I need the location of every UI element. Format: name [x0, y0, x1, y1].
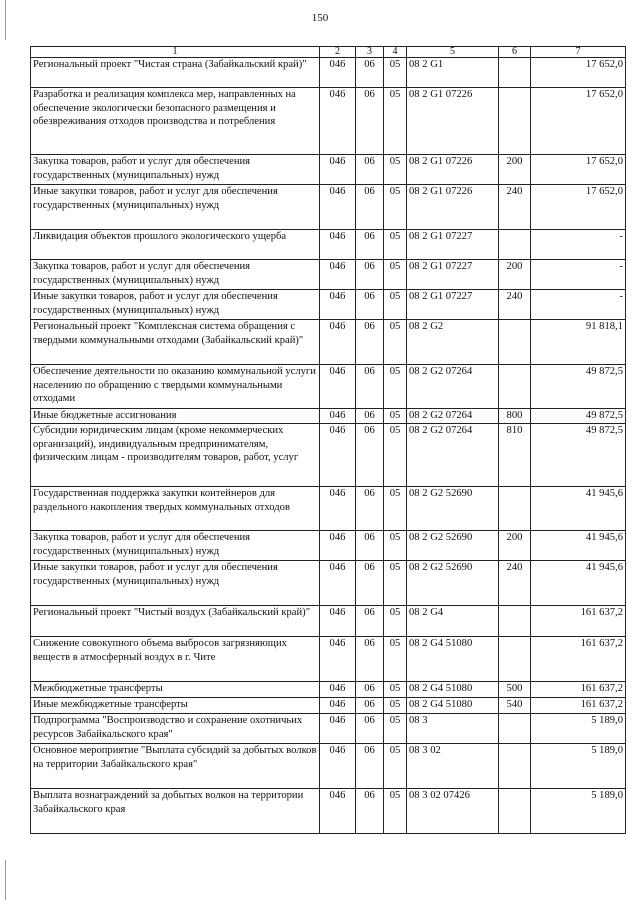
- subsection-cell: 05: [384, 290, 407, 320]
- amount-cell: 17 652,0: [531, 155, 626, 185]
- row-name-cell: Межбюджетные трансферты: [31, 682, 320, 698]
- amount-cell: 49 872,5: [531, 409, 626, 424]
- admin-code-cell: 046: [320, 290, 356, 320]
- amount-cell: 5 189,0: [531, 714, 626, 744]
- admin-code-cell: 046: [320, 320, 356, 365]
- amount-cell: 17 652,0: [531, 58, 626, 88]
- admin-code-cell: 046: [320, 789, 356, 834]
- row-name-cell: Региональный проект "Комплексная система обращения с твердыми коммунальными отходами (Забайкальский край)": [31, 320, 320, 365]
- section-cell: 06: [356, 365, 384, 409]
- subsection-cell: 05: [384, 789, 407, 834]
- table-row: [31, 561, 626, 606]
- admin-code-cell: 046: [320, 424, 356, 487]
- section-cell: 06: [356, 185, 384, 230]
- subsection-cell: 05: [384, 185, 407, 230]
- section-cell: 06: [356, 260, 384, 290]
- target-item-cell: 08 2 G4 51080: [407, 682, 499, 698]
- subsection-cell: 05: [384, 744, 407, 789]
- column-header: 4: [384, 47, 407, 58]
- section-cell: 06: [356, 320, 384, 365]
- table-row: [31, 185, 626, 230]
- table-row: [31, 714, 626, 744]
- target-item-cell: 08 3: [407, 714, 499, 744]
- subsection-cell: 05: [384, 531, 407, 561]
- subsection-cell: 05: [384, 230, 407, 260]
- admin-code-cell: 046: [320, 606, 356, 637]
- column-header: 6: [499, 47, 531, 58]
- expense-type-cell: [499, 789, 531, 834]
- expense-type-cell: 240: [499, 561, 531, 606]
- subsection-cell: 05: [384, 365, 407, 409]
- target-item-cell: 08 2 G1 07226: [407, 155, 499, 185]
- admin-code-cell: 046: [320, 531, 356, 561]
- row-name-cell: Закупка товаров, работ и услуг для обеспечения государственных (муниципальных) нужд: [31, 155, 320, 185]
- row-name-cell: Обеспечение деятельности по оказанию коммунальной услуги населению по обращению с твердыми коммунальными отходами: [31, 365, 320, 409]
- subsection-cell: 05: [384, 698, 407, 714]
- section-cell: 06: [356, 714, 384, 744]
- table-row: [31, 789, 626, 834]
- target-item-cell: 08 2 G1 07227: [407, 260, 499, 290]
- table-row: [31, 531, 626, 561]
- subsection-cell: 05: [384, 58, 407, 88]
- amount-cell: 41 945,6: [531, 531, 626, 561]
- admin-code-cell: 046: [320, 365, 356, 409]
- page-number: 150: [311, 12, 329, 24]
- table-row: [31, 409, 626, 424]
- column-header: 7: [531, 47, 626, 58]
- expense-type-cell: [499, 744, 531, 789]
- admin-code-cell: 046: [320, 487, 356, 531]
- section-cell: 06: [356, 409, 384, 424]
- table-row: [31, 320, 626, 365]
- admin-code-cell: 046: [320, 185, 356, 230]
- target-item-cell: 08 2 G2 52690: [407, 531, 499, 561]
- expense-type-cell: 200: [499, 531, 531, 561]
- table-row: [31, 58, 626, 88]
- row-name-cell: Региональный проект "Чистая страна (Забайкальский край)": [31, 58, 320, 88]
- scan-edge-mark: [5, 860, 6, 900]
- subsection-cell: 05: [384, 320, 407, 365]
- admin-code-cell: 046: [320, 155, 356, 185]
- row-name-cell: Иные межбюджетные трансферты: [31, 698, 320, 714]
- expense-type-cell: [499, 606, 531, 637]
- section-cell: 06: [356, 561, 384, 606]
- target-item-cell: 08 2 G4 51080: [407, 637, 499, 682]
- target-item-cell: 08 2 G4 51080: [407, 698, 499, 714]
- amount-cell: -: [531, 260, 626, 290]
- expense-type-cell: [499, 487, 531, 531]
- expense-type-cell: [499, 58, 531, 88]
- amount-cell: 49 872,5: [531, 365, 626, 409]
- row-name-cell: Разработка и реализация комплекса мер, направленных на обеспечение экологически безопасного размещения и обезвреживания отходов производства и потребления: [31, 88, 320, 155]
- amount-cell: 161 637,2: [531, 606, 626, 637]
- row-name-cell: Выплата вознаграждений за добытых волков на территории Забайкальского края: [31, 789, 320, 834]
- table-row: [31, 260, 626, 290]
- target-item-cell: 08 2 G1: [407, 58, 499, 88]
- admin-code-cell: 046: [320, 88, 356, 155]
- admin-code-cell: 046: [320, 714, 356, 744]
- amount-cell: 161 637,2: [531, 682, 626, 698]
- section-cell: 06: [356, 58, 384, 88]
- table-row: [31, 424, 626, 487]
- table-row: [31, 744, 626, 789]
- table-row: [31, 487, 626, 531]
- section-cell: 06: [356, 290, 384, 320]
- table-row: [31, 88, 626, 155]
- column-header: 1: [31, 47, 320, 58]
- expense-type-cell: 200: [499, 155, 531, 185]
- amount-cell: 161 637,2: [531, 637, 626, 682]
- section-cell: 06: [356, 230, 384, 260]
- column-header: 5: [407, 47, 499, 58]
- subsection-cell: 05: [384, 606, 407, 637]
- row-name-cell: Государственная поддержка закупки контейнеров для раздельного накопления твердых коммунальных отходов: [31, 487, 320, 531]
- section-cell: 06: [356, 531, 384, 561]
- subsection-cell: 05: [384, 409, 407, 424]
- amount-cell: 161 637,2: [531, 698, 626, 714]
- row-name-cell: Подпрограмма "Воспроизводство и сохранение охотничьих ресурсов Забайкальского края": [31, 714, 320, 744]
- table-row: [31, 698, 626, 714]
- target-item-cell: 08 2 G2 52690: [407, 487, 499, 531]
- expense-type-cell: 240: [499, 290, 531, 320]
- expense-type-cell: [499, 88, 531, 155]
- row-name-cell: Иные закупки товаров, работ и услуг для обеспечения государственных (муниципальных) нужд: [31, 185, 320, 230]
- expense-type-cell: [499, 714, 531, 744]
- expense-type-cell: [499, 365, 531, 409]
- row-name-cell: Закупка товаров, работ и услуг для обеспечения государственных (муниципальных) нужд: [31, 531, 320, 561]
- amount-cell: 91 818,1: [531, 320, 626, 365]
- section-cell: 06: [356, 606, 384, 637]
- admin-code-cell: 046: [320, 698, 356, 714]
- target-item-cell: 08 2 G2 07264: [407, 409, 499, 424]
- expense-type-cell: [499, 230, 531, 260]
- expense-type-cell: 500: [499, 682, 531, 698]
- subsection-cell: 05: [384, 561, 407, 606]
- target-item-cell: 08 2 G2 07264: [407, 365, 499, 409]
- table-row: [31, 637, 626, 682]
- target-item-cell: 08 2 G2 52690: [407, 561, 499, 606]
- section-cell: 06: [356, 637, 384, 682]
- row-name-cell: Ликвидация объектов прошлого экологического ущерба: [31, 230, 320, 260]
- amount-cell: 41 945,6: [531, 561, 626, 606]
- admin-code-cell: 046: [320, 637, 356, 682]
- row-name-cell: Снижение совокупного объема выбросов загрязняющих веществ в атмосферный воздух в г. Чите: [31, 637, 320, 682]
- subsection-cell: 05: [384, 714, 407, 744]
- subsection-cell: 05: [384, 155, 407, 185]
- admin-code-cell: 046: [320, 58, 356, 88]
- expense-type-cell: 240: [499, 185, 531, 230]
- amount-cell: -: [531, 290, 626, 320]
- admin-code-cell: 046: [320, 561, 356, 606]
- expense-type-cell: [499, 637, 531, 682]
- section-cell: 06: [356, 789, 384, 834]
- column-header: 2: [320, 47, 356, 58]
- table-row: [31, 682, 626, 698]
- amount-cell: 17 652,0: [531, 88, 626, 155]
- subsection-cell: 05: [384, 88, 407, 155]
- section-cell: 06: [356, 744, 384, 789]
- admin-code-cell: 046: [320, 744, 356, 789]
- row-name-cell: Иные закупки товаров, работ и услуг для обеспечения государственных (муниципальных) нужд: [31, 290, 320, 320]
- table-row: [31, 230, 626, 260]
- amount-cell: 17 652,0: [531, 185, 626, 230]
- section-cell: 06: [356, 698, 384, 714]
- target-item-cell: 08 2 G1 07227: [407, 230, 499, 260]
- admin-code-cell: 046: [320, 682, 356, 698]
- table-row: [31, 155, 626, 185]
- subsection-cell: 05: [384, 260, 407, 290]
- row-name-cell: Основное мероприятие "Выплата субсидий за добытых волков на территории Забайкальского края": [31, 744, 320, 789]
- table-row: [31, 606, 626, 637]
- subsection-cell: 05: [384, 487, 407, 531]
- section-cell: 06: [356, 424, 384, 487]
- budget-table: [30, 46, 626, 834]
- target-item-cell: 08 2 G1 07226: [407, 88, 499, 155]
- row-name-cell: Закупка товаров, работ и услуг для обеспечения государственных (муниципальных) нужд: [31, 260, 320, 290]
- amount-cell: 49 872,5: [531, 424, 626, 487]
- target-item-cell: 08 3 02 07426: [407, 789, 499, 834]
- target-item-cell: 08 2 G1 07226: [407, 185, 499, 230]
- table-row: [31, 290, 626, 320]
- section-cell: 06: [356, 487, 384, 531]
- admin-code-cell: 046: [320, 260, 356, 290]
- section-cell: 06: [356, 155, 384, 185]
- row-name-cell: Субсидии юридическим лицам (кроме некоммерческих организаций), индивидуальным предпринимателям, физическим лицам - производителям товаров, работ, услуг: [31, 424, 320, 487]
- column-header: 3: [356, 47, 384, 58]
- expense-type-cell: 540: [499, 698, 531, 714]
- expense-type-cell: [499, 320, 531, 365]
- target-item-cell: 08 2 G2 07264: [407, 424, 499, 487]
- amount-cell: 41 945,6: [531, 487, 626, 531]
- expense-type-cell: 200: [499, 260, 531, 290]
- admin-code-cell: 046: [320, 230, 356, 260]
- table-header-row: [31, 47, 626, 58]
- table-row: [31, 365, 626, 409]
- target-item-cell: 08 2 G4: [407, 606, 499, 637]
- expense-type-cell: 800: [499, 409, 531, 424]
- target-item-cell: 08 2 G1 07227: [407, 290, 499, 320]
- section-cell: 06: [356, 88, 384, 155]
- target-item-cell: 08 2 G2: [407, 320, 499, 365]
- amount-cell: -: [531, 230, 626, 260]
- expense-type-cell: 810: [499, 424, 531, 487]
- scan-edge-mark: [5, 0, 6, 40]
- row-name-cell: Иные закупки товаров, работ и услуг для обеспечения государственных (муниципальных) нужд: [31, 561, 320, 606]
- subsection-cell: 05: [384, 637, 407, 682]
- target-item-cell: 08 3 02: [407, 744, 499, 789]
- row-name-cell: Региональный проект "Чистый воздух (Забайкальский край)": [31, 606, 320, 637]
- subsection-cell: 05: [384, 424, 407, 487]
- row-name-cell: Иные бюджетные ассигнования: [31, 409, 320, 424]
- section-cell: 06: [356, 682, 384, 698]
- amount-cell: 5 189,0: [531, 789, 626, 834]
- subsection-cell: 05: [384, 682, 407, 698]
- amount-cell: 5 189,0: [531, 744, 626, 789]
- admin-code-cell: 046: [320, 409, 356, 424]
